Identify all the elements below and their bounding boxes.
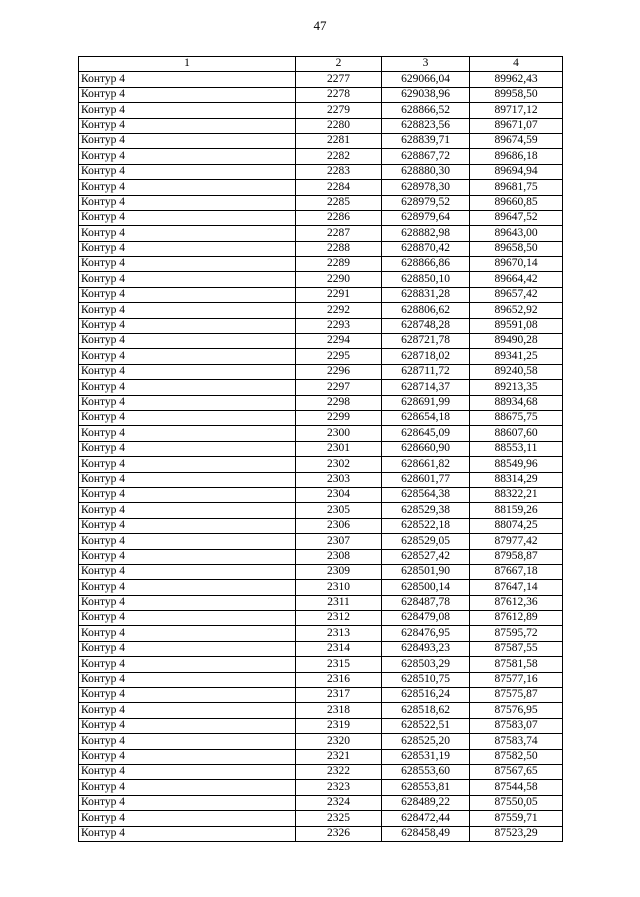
x-coordinate-cell: 629066,04 (382, 72, 470, 87)
contour-name-cell: Контур 4 (79, 257, 296, 272)
x-coordinate-cell: 628564,38 (382, 487, 470, 502)
table-row (79, 103, 563, 118)
header-row (79, 57, 563, 72)
point-number-cell: 2315 (296, 657, 382, 672)
table-row (79, 318, 563, 333)
table-row (79, 226, 563, 241)
contour-name-cell: Контур 4 (79, 672, 296, 687)
point-number-cell: 2289 (296, 257, 382, 272)
x-coordinate-cell: 628823,56 (382, 118, 470, 133)
contour-name-cell: Контур 4 (79, 487, 296, 502)
column-header-2: 2 (296, 57, 382, 72)
y-coordinate-cell: 88074,25 (470, 518, 563, 533)
y-coordinate-cell: 89213,35 (470, 380, 563, 395)
point-number-cell: 2280 (296, 118, 382, 133)
point-number-cell: 2279 (296, 103, 382, 118)
contour-name-cell: Контур 4 (79, 534, 296, 549)
column-header-3: 3 (382, 57, 470, 72)
table-row (79, 518, 563, 533)
y-coordinate-cell: 87583,07 (470, 718, 563, 733)
x-coordinate-cell: 628516,24 (382, 688, 470, 703)
contour-name-cell: Контур 4 (79, 703, 296, 718)
y-coordinate-cell: 89647,52 (470, 210, 563, 225)
x-coordinate-cell: 628503,29 (382, 657, 470, 672)
x-coordinate-cell: 628553,81 (382, 780, 470, 795)
x-coordinate-cell: 628806,62 (382, 303, 470, 318)
table-row (79, 441, 563, 456)
contour-name-cell: Контур 4 (79, 349, 296, 364)
x-coordinate-cell: 629038,96 (382, 87, 470, 102)
contour-name-cell: Контур 4 (79, 780, 296, 795)
table-row (79, 487, 563, 502)
contour-name-cell: Контур 4 (79, 611, 296, 626)
point-number-cell: 2302 (296, 457, 382, 472)
y-coordinate-cell: 89674,59 (470, 133, 563, 148)
y-coordinate-cell: 87575,87 (470, 688, 563, 703)
point-number-cell: 2322 (296, 764, 382, 779)
y-coordinate-cell: 87958,87 (470, 549, 563, 564)
table-row (79, 287, 563, 302)
x-coordinate-cell: 628866,52 (382, 103, 470, 118)
table-row (79, 657, 563, 672)
table-row (79, 472, 563, 487)
point-number-cell: 2299 (296, 410, 382, 425)
x-coordinate-cell: 628978,30 (382, 180, 470, 195)
table-row (79, 503, 563, 518)
x-coordinate-cell: 628531,19 (382, 749, 470, 764)
x-coordinate-cell: 628979,64 (382, 210, 470, 225)
x-coordinate-cell: 628553,60 (382, 764, 470, 779)
table-row (79, 764, 563, 779)
table-row (79, 672, 563, 687)
contour-name-cell: Контур 4 (79, 718, 296, 733)
x-coordinate-cell: 628489,22 (382, 795, 470, 810)
table-row (79, 180, 563, 195)
point-number-cell: 2285 (296, 195, 382, 210)
x-coordinate-cell: 628979,52 (382, 195, 470, 210)
point-number-cell: 2318 (296, 703, 382, 718)
point-number-cell: 2319 (296, 718, 382, 733)
contour-name-cell: Контур 4 (79, 688, 296, 703)
y-coordinate-cell: 87577,16 (470, 672, 563, 687)
y-coordinate-cell: 89671,07 (470, 118, 563, 133)
table-row (79, 395, 563, 410)
point-number-cell: 2277 (296, 72, 382, 87)
table-row (79, 611, 563, 626)
x-coordinate-cell: 628645,09 (382, 426, 470, 441)
table-row (79, 426, 563, 441)
x-coordinate-cell: 628870,42 (382, 241, 470, 256)
point-number-cell: 2306 (296, 518, 382, 533)
table-row (79, 364, 563, 379)
y-coordinate-cell: 87582,50 (470, 749, 563, 764)
point-number-cell: 2312 (296, 611, 382, 626)
contour-name-cell: Контур 4 (79, 164, 296, 179)
contour-name-cell: Контур 4 (79, 564, 296, 579)
contour-name-cell: Контур 4 (79, 380, 296, 395)
contour-name-cell: Контур 4 (79, 580, 296, 595)
x-coordinate-cell: 628882,98 (382, 226, 470, 241)
point-number-cell: 2324 (296, 795, 382, 810)
x-coordinate-cell: 628718,02 (382, 349, 470, 364)
x-coordinate-cell: 628850,10 (382, 272, 470, 287)
x-coordinate-cell: 628661,82 (382, 457, 470, 472)
table-row (79, 164, 563, 179)
x-coordinate-cell: 628831,28 (382, 287, 470, 302)
y-coordinate-cell: 87667,18 (470, 564, 563, 579)
point-number-cell: 2296 (296, 364, 382, 379)
y-coordinate-cell: 89240,58 (470, 364, 563, 379)
table-row (79, 349, 563, 364)
table-row (79, 257, 563, 272)
point-number-cell: 2305 (296, 503, 382, 518)
contour-name-cell: Контур 4 (79, 210, 296, 225)
point-number-cell: 2286 (296, 210, 382, 225)
y-coordinate-cell: 88159,26 (470, 503, 563, 518)
contour-name-cell: Контур 4 (79, 441, 296, 456)
y-coordinate-cell: 89490,28 (470, 334, 563, 349)
contour-name-cell: Контур 4 (79, 133, 296, 148)
table-row (79, 734, 563, 749)
y-coordinate-cell: 87587,55 (470, 641, 563, 656)
x-coordinate-cell: 628880,30 (382, 164, 470, 179)
contour-name-cell: Контур 4 (79, 426, 296, 441)
x-coordinate-cell: 628691,99 (382, 395, 470, 410)
point-number-cell: 2307 (296, 534, 382, 549)
table-row (79, 72, 563, 87)
column-header-1: 1 (79, 57, 296, 72)
y-coordinate-cell: 87612,89 (470, 611, 563, 626)
contour-name-cell: Контур 4 (79, 641, 296, 656)
table-row (79, 564, 563, 579)
table-row (79, 780, 563, 795)
y-coordinate-cell: 87581,58 (470, 657, 563, 672)
y-coordinate-cell: 87977,42 (470, 534, 563, 549)
contour-name-cell: Контур 4 (79, 334, 296, 349)
point-number-cell: 2293 (296, 318, 382, 333)
table-row (79, 595, 563, 610)
x-coordinate-cell: 628487,78 (382, 595, 470, 610)
contour-name-cell: Контур 4 (79, 303, 296, 318)
x-coordinate-cell: 628522,18 (382, 518, 470, 533)
point-number-cell: 2313 (296, 626, 382, 641)
y-coordinate-cell: 89681,75 (470, 180, 563, 195)
x-coordinate-cell: 628601,77 (382, 472, 470, 487)
contour-name-cell: Контур 4 (79, 457, 296, 472)
point-number-cell: 2323 (296, 780, 382, 795)
x-coordinate-cell: 628711,72 (382, 364, 470, 379)
contour-name-cell: Контур 4 (79, 826, 296, 841)
point-number-cell: 2311 (296, 595, 382, 610)
table-row (79, 826, 563, 841)
table-row (79, 549, 563, 564)
table-row (79, 703, 563, 718)
table-row (79, 133, 563, 148)
y-coordinate-cell: 87550,05 (470, 795, 563, 810)
y-coordinate-cell: 89660,85 (470, 195, 563, 210)
x-coordinate-cell: 628527,42 (382, 549, 470, 564)
point-number-cell: 2283 (296, 164, 382, 179)
x-coordinate-cell: 628479,08 (382, 611, 470, 626)
point-number-cell: 2317 (296, 688, 382, 703)
y-coordinate-cell: 87612,36 (470, 595, 563, 610)
table-header (79, 57, 563, 72)
table-row (79, 210, 563, 225)
x-coordinate-cell: 628510,75 (382, 672, 470, 687)
contour-name-cell: Контур 4 (79, 72, 296, 87)
y-coordinate-cell: 89958,50 (470, 87, 563, 102)
y-coordinate-cell: 88934,68 (470, 395, 563, 410)
contour-name-cell: Контур 4 (79, 103, 296, 118)
contour-name-cell: Контур 4 (79, 395, 296, 410)
y-coordinate-cell: 87567,65 (470, 764, 563, 779)
contour-name-cell: Контур 4 (79, 795, 296, 810)
contour-name-cell: Контур 4 (79, 272, 296, 287)
x-coordinate-cell: 628472,44 (382, 811, 470, 826)
x-coordinate-cell: 628458,49 (382, 826, 470, 841)
table-row (79, 303, 563, 318)
y-coordinate-cell: 89657,42 (470, 287, 563, 302)
y-coordinate-cell: 87559,71 (470, 811, 563, 826)
point-number-cell: 2321 (296, 749, 382, 764)
y-coordinate-cell: 87544,58 (470, 780, 563, 795)
table-row (79, 626, 563, 641)
x-coordinate-cell: 628866,86 (382, 257, 470, 272)
table-row (79, 688, 563, 703)
point-number-cell: 2301 (296, 441, 382, 456)
point-number-cell: 2300 (296, 426, 382, 441)
y-coordinate-cell: 88322,21 (470, 487, 563, 502)
point-number-cell: 2292 (296, 303, 382, 318)
y-coordinate-cell: 88675,75 (470, 410, 563, 425)
x-coordinate-cell: 628522,51 (382, 718, 470, 733)
table-row (79, 795, 563, 810)
x-coordinate-cell: 628476,95 (382, 626, 470, 641)
contour-name-cell: Контур 4 (79, 410, 296, 425)
y-coordinate-cell: 87595,72 (470, 626, 563, 641)
y-coordinate-cell: 87583,74 (470, 734, 563, 749)
page-number: 47 (313, 18, 327, 33)
table-row (79, 241, 563, 256)
contour-name-cell: Контур 4 (79, 472, 296, 487)
y-coordinate-cell: 88553,11 (470, 441, 563, 456)
table-row (79, 118, 563, 133)
point-number-cell: 2288 (296, 241, 382, 256)
x-coordinate-cell: 628525,20 (382, 734, 470, 749)
y-coordinate-cell: 89686,18 (470, 149, 563, 164)
point-number-cell: 2278 (296, 87, 382, 102)
table-row (79, 749, 563, 764)
table-row (79, 272, 563, 287)
x-coordinate-cell: 628654,18 (382, 410, 470, 425)
table-row (79, 718, 563, 733)
table-row (79, 534, 563, 549)
contour-name-cell: Контур 4 (79, 734, 296, 749)
contour-name-cell: Контур 4 (79, 503, 296, 518)
table-body (79, 72, 563, 842)
table-row (79, 410, 563, 425)
y-coordinate-cell: 89664,42 (470, 272, 563, 287)
y-coordinate-cell: 89658,50 (470, 241, 563, 256)
x-coordinate-cell: 628714,37 (382, 380, 470, 395)
x-coordinate-cell: 628493,23 (382, 641, 470, 656)
column-header-4: 4 (470, 57, 563, 72)
y-coordinate-cell: 87647,14 (470, 580, 563, 595)
y-coordinate-cell: 89670,14 (470, 257, 563, 272)
contour-name-cell: Контур 4 (79, 287, 296, 302)
table-row (79, 641, 563, 656)
point-number-cell: 2308 (296, 549, 382, 564)
point-number-cell: 2316 (296, 672, 382, 687)
contour-name-cell: Контур 4 (79, 595, 296, 610)
x-coordinate-cell: 628867,72 (382, 149, 470, 164)
contour-name-cell: Контур 4 (79, 657, 296, 672)
point-number-cell: 2281 (296, 133, 382, 148)
x-coordinate-cell: 628529,38 (382, 503, 470, 518)
table-row (79, 457, 563, 472)
table-row (79, 380, 563, 395)
x-coordinate-cell: 628748,28 (382, 318, 470, 333)
contour-name-cell: Контур 4 (79, 764, 296, 779)
y-coordinate-cell: 87523,29 (470, 826, 563, 841)
table-row (79, 334, 563, 349)
point-number-cell: 2304 (296, 487, 382, 502)
contour-name-cell: Контур 4 (79, 811, 296, 826)
x-coordinate-cell: 628501,90 (382, 564, 470, 579)
x-coordinate-cell: 628660,90 (382, 441, 470, 456)
table-row (79, 87, 563, 102)
contour-name-cell: Контур 4 (79, 180, 296, 195)
point-number-cell: 2290 (296, 272, 382, 287)
contour-name-cell: Контур 4 (79, 626, 296, 641)
x-coordinate-cell: 628518,62 (382, 703, 470, 718)
table-row (79, 149, 563, 164)
contour-name-cell: Контур 4 (79, 549, 296, 564)
contour-name-cell: Контур 4 (79, 226, 296, 241)
y-coordinate-cell: 89717,12 (470, 103, 563, 118)
y-coordinate-cell: 88314,29 (470, 472, 563, 487)
point-number-cell: 2291 (296, 287, 382, 302)
coordinates-table (78, 56, 563, 842)
contour-name-cell: Контур 4 (79, 318, 296, 333)
y-coordinate-cell: 87576,95 (470, 703, 563, 718)
point-number-cell: 2295 (296, 349, 382, 364)
y-coordinate-cell: 89652,92 (470, 303, 563, 318)
y-coordinate-cell: 89643,00 (470, 226, 563, 241)
y-coordinate-cell: 89341,25 (470, 349, 563, 364)
contour-name-cell: Контур 4 (79, 518, 296, 533)
contour-name-cell: Контур 4 (79, 195, 296, 210)
table-row (79, 195, 563, 210)
y-coordinate-cell: 89694,94 (470, 164, 563, 179)
point-number-cell: 2320 (296, 734, 382, 749)
contour-name-cell: Контур 4 (79, 149, 296, 164)
contour-name-cell: Контур 4 (79, 364, 296, 379)
point-number-cell: 2282 (296, 149, 382, 164)
point-number-cell: 2326 (296, 826, 382, 841)
x-coordinate-cell: 628529,05 (382, 534, 470, 549)
table-row (79, 580, 563, 595)
point-number-cell: 2297 (296, 380, 382, 395)
x-coordinate-cell: 628500,14 (382, 580, 470, 595)
point-number-cell: 2298 (296, 395, 382, 410)
contour-name-cell: Контур 4 (79, 87, 296, 102)
contour-name-cell: Контур 4 (79, 118, 296, 133)
point-number-cell: 2309 (296, 564, 382, 579)
point-number-cell: 2294 (296, 334, 382, 349)
x-coordinate-cell: 628721,78 (382, 334, 470, 349)
point-number-cell: 2287 (296, 226, 382, 241)
contour-name-cell: Контур 4 (79, 749, 296, 764)
x-coordinate-cell: 628839,71 (382, 133, 470, 148)
y-coordinate-cell: 89591,08 (470, 318, 563, 333)
table-row (79, 811, 563, 826)
point-number-cell: 2325 (296, 811, 382, 826)
point-number-cell: 2314 (296, 641, 382, 656)
point-number-cell: 2284 (296, 180, 382, 195)
contour-name-cell: Контур 4 (79, 241, 296, 256)
y-coordinate-cell: 88549,96 (470, 457, 563, 472)
point-number-cell: 2303 (296, 472, 382, 487)
y-coordinate-cell: 89962,43 (470, 72, 563, 87)
point-number-cell: 2310 (296, 580, 382, 595)
y-coordinate-cell: 88607,60 (470, 426, 563, 441)
